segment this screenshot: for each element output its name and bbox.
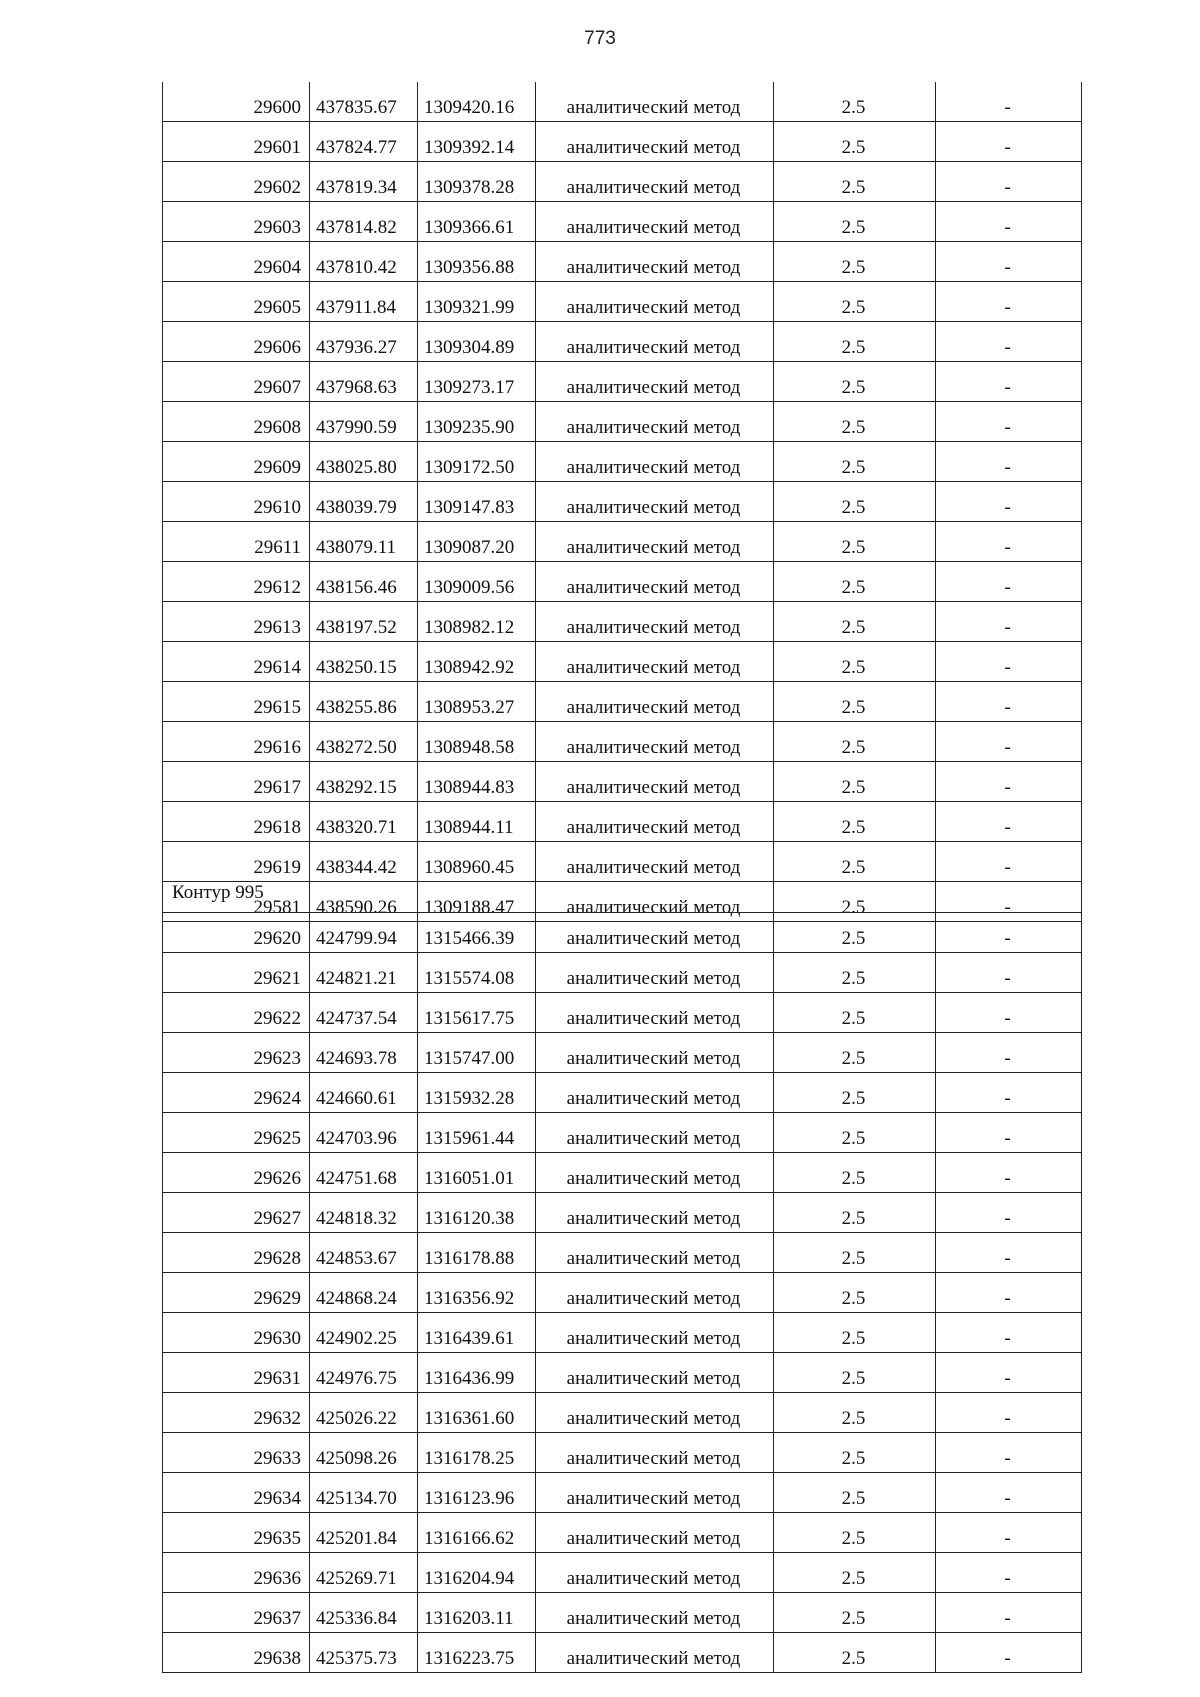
accuracy-cell: 2.5 xyxy=(774,1593,936,1633)
note-cell: - xyxy=(936,913,1082,953)
method-cell: аналитический метод xyxy=(536,1153,774,1193)
table-row xyxy=(163,1593,1082,1633)
x-coordinate-cell: 424976.75 xyxy=(310,1353,418,1393)
accuracy-cell: 2.5 xyxy=(774,642,936,682)
x-coordinate-cell: 437911.84 xyxy=(310,282,418,322)
point-number-cell: 29609 xyxy=(163,442,310,482)
table-row xyxy=(163,842,1082,882)
accuracy-cell: 2.5 xyxy=(774,913,936,953)
note-cell: - xyxy=(936,162,1082,202)
table-row xyxy=(163,913,1082,953)
table-row xyxy=(163,522,1082,562)
note-cell: - xyxy=(936,1233,1082,1273)
y-coordinate-cell: 1309366.61 xyxy=(418,202,536,242)
y-coordinate-cell: 1309321.99 xyxy=(418,282,536,322)
x-coordinate-cell: 438250.15 xyxy=(310,642,418,682)
x-coordinate-cell: 425098.26 xyxy=(310,1433,418,1473)
table-row xyxy=(163,1273,1082,1313)
accuracy-cell: 2.5 xyxy=(774,1353,936,1393)
point-number-cell: 29614 xyxy=(163,642,310,682)
x-coordinate-cell: 438079.11 xyxy=(310,522,418,562)
table-row xyxy=(163,762,1082,802)
table-row xyxy=(163,1433,1082,1473)
method-cell: аналитический метод xyxy=(536,1393,774,1433)
page-number: 773 xyxy=(584,28,616,49)
note-cell: - xyxy=(936,1193,1082,1233)
accuracy-cell: 2.5 xyxy=(774,993,936,1033)
y-coordinate-cell: 1315574.08 xyxy=(418,953,536,993)
y-coordinate-cell: 1309172.50 xyxy=(418,442,536,482)
method-cell: аналитический метод xyxy=(536,953,774,993)
table-row xyxy=(163,242,1082,282)
note-cell: - xyxy=(936,1273,1082,1313)
method-cell: аналитический метод xyxy=(536,362,774,402)
table-row xyxy=(163,162,1082,202)
accuracy-cell: 2.5 xyxy=(774,1393,936,1433)
table-row xyxy=(163,1073,1082,1113)
accuracy-cell: 2.5 xyxy=(774,722,936,762)
point-number-cell: 29630 xyxy=(163,1313,310,1353)
table-row xyxy=(163,1313,1082,1353)
point-number-cell: 29602 xyxy=(163,162,310,202)
point-number-cell: 29601 xyxy=(163,122,310,162)
table-row xyxy=(163,1553,1082,1593)
method-cell: аналитический метод xyxy=(536,1433,774,1473)
y-coordinate-cell: 1316123.96 xyxy=(418,1473,536,1513)
x-coordinate-cell: 424737.54 xyxy=(310,993,418,1033)
note-cell: - xyxy=(936,802,1082,842)
method-cell: аналитический метод xyxy=(536,562,774,602)
y-coordinate-cell: 1309304.89 xyxy=(418,322,536,362)
accuracy-cell: 2.5 xyxy=(774,322,936,362)
accuracy-cell: 2.5 xyxy=(774,1473,936,1513)
x-coordinate-cell: 438590.26 xyxy=(310,882,418,922)
note-cell: - xyxy=(936,1433,1082,1473)
x-coordinate-cell: 425375.73 xyxy=(310,1633,418,1673)
y-coordinate-cell: 1316178.25 xyxy=(418,1433,536,1473)
table-row xyxy=(163,1353,1082,1393)
x-coordinate-cell: 424799.94 xyxy=(310,913,418,953)
point-number-cell: 29634 xyxy=(163,1473,310,1513)
note-cell: - xyxy=(936,642,1082,682)
accuracy-cell: 2.5 xyxy=(774,1433,936,1473)
note-cell: - xyxy=(936,482,1082,522)
y-coordinate-cell: 1316356.92 xyxy=(418,1273,536,1313)
table-row xyxy=(163,1153,1082,1193)
table-row xyxy=(163,1233,1082,1273)
table-row xyxy=(163,1033,1082,1073)
method-cell: аналитический метод xyxy=(536,1033,774,1073)
point-number-cell: 29612 xyxy=(163,562,310,602)
point-number-cell: 29631 xyxy=(163,1353,310,1393)
method-cell: аналитический метод xyxy=(536,1313,774,1353)
accuracy-cell: 2.5 xyxy=(774,482,936,522)
method-cell: аналитический метод xyxy=(536,482,774,522)
note-cell: - xyxy=(936,1073,1082,1113)
table-row xyxy=(163,282,1082,322)
x-coordinate-cell: 424751.68 xyxy=(310,1153,418,1193)
accuracy-cell: 2.5 xyxy=(774,442,936,482)
note-cell: - xyxy=(936,1033,1082,1073)
note-cell: - xyxy=(936,242,1082,282)
point-number-cell: 29637 xyxy=(163,1593,310,1633)
note-cell: - xyxy=(936,1593,1082,1633)
accuracy-cell: 2.5 xyxy=(774,842,936,882)
point-number-cell: 29617 xyxy=(163,762,310,802)
point-number-cell: 29623 xyxy=(163,1033,310,1073)
y-coordinate-cell: 1316203.11 xyxy=(418,1593,536,1633)
point-number-cell: 29626 xyxy=(163,1153,310,1193)
method-cell: аналитический метод xyxy=(536,202,774,242)
note-cell: - xyxy=(936,442,1082,482)
y-coordinate-cell: 1315961.44 xyxy=(418,1113,536,1153)
note-cell: - xyxy=(936,993,1082,1033)
point-number-cell: 29605 xyxy=(163,282,310,322)
y-coordinate-cell: 1309356.88 xyxy=(418,242,536,282)
y-coordinate-cell: 1308942.92 xyxy=(418,642,536,682)
point-number-cell: 29607 xyxy=(163,362,310,402)
x-coordinate-cell: 438255.86 xyxy=(310,682,418,722)
x-coordinate-cell: 438156.46 xyxy=(310,562,418,602)
note-cell: - xyxy=(936,722,1082,762)
note-cell: - xyxy=(936,82,1082,122)
point-number-cell: 29615 xyxy=(163,682,310,722)
accuracy-cell: 2.5 xyxy=(774,242,936,282)
note-cell: - xyxy=(936,1313,1082,1353)
y-coordinate-cell: 1316223.75 xyxy=(418,1633,536,1673)
point-number-cell: 29636 xyxy=(163,1553,310,1593)
table-row xyxy=(163,953,1082,993)
x-coordinate-cell: 438344.42 xyxy=(310,842,418,882)
note-cell: - xyxy=(936,522,1082,562)
table-row xyxy=(163,1633,1082,1673)
y-coordinate-cell: 1308944.83 xyxy=(418,762,536,802)
note-cell: - xyxy=(936,322,1082,362)
point-number-cell: 29627 xyxy=(163,1193,310,1233)
point-number-cell: 29581 xyxy=(163,882,310,922)
point-number-cell: 29620 xyxy=(163,913,310,953)
y-coordinate-cell: 1316439.61 xyxy=(418,1313,536,1353)
x-coordinate-cell: 437824.77 xyxy=(310,122,418,162)
y-coordinate-cell: 1309378.28 xyxy=(418,162,536,202)
accuracy-cell: 2.5 xyxy=(774,1153,936,1193)
method-cell: аналитический метод xyxy=(536,402,774,442)
y-coordinate-cell: 1316361.60 xyxy=(418,1393,536,1433)
y-coordinate-cell: 1309235.90 xyxy=(418,402,536,442)
y-coordinate-cell: 1316178.88 xyxy=(418,1233,536,1273)
point-number-cell: 29604 xyxy=(163,242,310,282)
table-row xyxy=(163,442,1082,482)
accuracy-cell: 2.5 xyxy=(774,802,936,842)
x-coordinate-cell: 437819.34 xyxy=(310,162,418,202)
y-coordinate-cell: 1308982.12 xyxy=(418,602,536,642)
table-row xyxy=(163,122,1082,162)
table-row xyxy=(163,682,1082,722)
table-row xyxy=(163,1513,1082,1553)
table-row xyxy=(163,1193,1082,1233)
accuracy-cell: 2.5 xyxy=(774,602,936,642)
contour-label: Контур 995 xyxy=(172,882,264,903)
accuracy-cell: 2.5 xyxy=(774,762,936,802)
table-row xyxy=(163,802,1082,842)
x-coordinate-cell: 437814.82 xyxy=(310,202,418,242)
accuracy-cell: 2.5 xyxy=(774,1513,936,1553)
x-coordinate-cell: 424868.24 xyxy=(310,1273,418,1313)
x-coordinate-cell: 438320.71 xyxy=(310,802,418,842)
table-row xyxy=(163,1393,1082,1433)
note-cell: - xyxy=(936,1113,1082,1153)
x-coordinate-cell: 425269.71 xyxy=(310,1553,418,1593)
point-number-cell: 29638 xyxy=(163,1633,310,1673)
method-cell: аналитический метод xyxy=(536,1273,774,1313)
accuracy-cell: 2.5 xyxy=(774,682,936,722)
note-cell: - xyxy=(936,1633,1082,1673)
note-cell: - xyxy=(936,602,1082,642)
accuracy-cell: 2.5 xyxy=(774,562,936,602)
y-coordinate-cell: 1316436.99 xyxy=(418,1353,536,1393)
table-row xyxy=(163,82,1082,122)
note-cell: - xyxy=(936,1153,1082,1193)
x-coordinate-cell: 424853.67 xyxy=(310,1233,418,1273)
point-number-cell: 29616 xyxy=(163,722,310,762)
y-coordinate-cell: 1309188.47 xyxy=(418,882,536,922)
accuracy-cell: 2.5 xyxy=(774,522,936,562)
table-row xyxy=(163,562,1082,602)
x-coordinate-cell: 425201.84 xyxy=(310,1513,418,1553)
note-cell: - xyxy=(936,1553,1082,1593)
y-coordinate-cell: 1316166.62 xyxy=(418,1513,536,1553)
method-cell: аналитический метод xyxy=(536,282,774,322)
method-cell: аналитический метод xyxy=(536,1553,774,1593)
point-number-cell: 29608 xyxy=(163,402,310,442)
note-cell: - xyxy=(936,882,1082,922)
accuracy-cell: 2.5 xyxy=(774,162,936,202)
x-coordinate-cell: 438292.15 xyxy=(310,762,418,802)
y-coordinate-cell: 1308960.45 xyxy=(418,842,536,882)
y-coordinate-cell: 1316120.38 xyxy=(418,1193,536,1233)
method-cell: аналитический метод xyxy=(536,1473,774,1513)
method-cell: аналитический метод xyxy=(536,442,774,482)
table-row xyxy=(163,402,1082,442)
x-coordinate-cell: 424660.61 xyxy=(310,1073,418,1113)
note-cell: - xyxy=(936,682,1082,722)
method-cell: аналитический метод xyxy=(536,82,774,122)
accuracy-cell: 2.5 xyxy=(774,202,936,242)
point-number-cell: 29613 xyxy=(163,602,310,642)
point-number-cell: 29625 xyxy=(163,1113,310,1153)
table-row xyxy=(163,722,1082,762)
y-coordinate-cell: 1309087.20 xyxy=(418,522,536,562)
note-cell: - xyxy=(936,1393,1082,1433)
method-cell: аналитический метод xyxy=(536,1593,774,1633)
table-row xyxy=(163,322,1082,362)
table-row xyxy=(163,602,1082,642)
x-coordinate-cell: 424818.32 xyxy=(310,1193,418,1233)
accuracy-cell: 2.5 xyxy=(774,953,936,993)
y-coordinate-cell: 1308944.11 xyxy=(418,802,536,842)
method-cell: аналитический метод xyxy=(536,242,774,282)
y-coordinate-cell: 1309147.83 xyxy=(418,482,536,522)
method-cell: аналитический метод xyxy=(536,1513,774,1553)
method-cell: аналитический метод xyxy=(536,1193,774,1233)
accuracy-cell: 2.5 xyxy=(774,402,936,442)
table-row xyxy=(163,482,1082,522)
method-cell: аналитический метод xyxy=(536,993,774,1033)
coordinates-table-1 xyxy=(162,82,1082,922)
point-number-cell: 29635 xyxy=(163,1513,310,1553)
point-number-cell: 29618 xyxy=(163,802,310,842)
y-coordinate-cell: 1309420.16 xyxy=(418,82,536,122)
y-coordinate-cell: 1315617.75 xyxy=(418,993,536,1033)
method-cell: аналитический метод xyxy=(536,762,774,802)
point-number-cell: 29632 xyxy=(163,1393,310,1433)
note-cell: - xyxy=(936,122,1082,162)
table-row xyxy=(163,993,1082,1033)
accuracy-cell: 2.5 xyxy=(774,882,936,922)
note-cell: - xyxy=(936,1353,1082,1393)
table-row xyxy=(163,202,1082,242)
point-number-cell: 29603 xyxy=(163,202,310,242)
table-row xyxy=(163,362,1082,402)
point-number-cell: 29619 xyxy=(163,842,310,882)
y-coordinate-cell: 1309392.14 xyxy=(418,122,536,162)
method-cell: аналитический метод xyxy=(536,1113,774,1153)
x-coordinate-cell: 437968.63 xyxy=(310,362,418,402)
accuracy-cell: 2.5 xyxy=(774,1193,936,1233)
y-coordinate-cell: 1308948.58 xyxy=(418,722,536,762)
accuracy-cell: 2.5 xyxy=(774,1073,936,1113)
method-cell: аналитический метод xyxy=(536,1353,774,1393)
point-number-cell: 29610 xyxy=(163,482,310,522)
note-cell: - xyxy=(936,282,1082,322)
x-coordinate-cell: 438039.79 xyxy=(310,482,418,522)
note-cell: - xyxy=(936,762,1082,802)
x-coordinate-cell: 425336.84 xyxy=(310,1593,418,1633)
method-cell: аналитический метод xyxy=(536,1233,774,1273)
x-coordinate-cell: 424693.78 xyxy=(310,1033,418,1073)
method-cell: аналитический метод xyxy=(536,722,774,762)
method-cell: аналитический метод xyxy=(536,642,774,682)
method-cell: аналитический метод xyxy=(536,122,774,162)
point-number-cell: 29621 xyxy=(163,953,310,993)
point-number-cell: 29624 xyxy=(163,1073,310,1113)
method-cell: аналитический метод xyxy=(536,682,774,722)
point-number-cell: 29629 xyxy=(163,1273,310,1313)
method-cell: аналитический метод xyxy=(536,1633,774,1673)
method-cell: аналитический метод xyxy=(536,1073,774,1113)
table-row xyxy=(163,1113,1082,1153)
note-cell: - xyxy=(936,562,1082,602)
note-cell: - xyxy=(936,362,1082,402)
method-cell: аналитический метод xyxy=(536,882,774,922)
method-cell: аналитический метод xyxy=(536,162,774,202)
method-cell: аналитический метод xyxy=(536,522,774,562)
accuracy-cell: 2.5 xyxy=(774,1553,936,1593)
method-cell: аналитический метод xyxy=(536,322,774,362)
y-coordinate-cell: 1309009.56 xyxy=(418,562,536,602)
note-cell: - xyxy=(936,953,1082,993)
x-coordinate-cell: 425134.70 xyxy=(310,1473,418,1513)
point-number-cell: 29628 xyxy=(163,1233,310,1273)
accuracy-cell: 2.5 xyxy=(774,282,936,322)
point-number-cell: 29611 xyxy=(163,522,310,562)
coordinates-table-2 xyxy=(162,912,1082,1673)
method-cell: аналитический метод xyxy=(536,802,774,842)
point-number-cell: 29600 xyxy=(163,82,310,122)
method-cell: аналитический метод xyxy=(536,842,774,882)
y-coordinate-cell: 1316051.01 xyxy=(418,1153,536,1193)
x-coordinate-cell: 437936.27 xyxy=(310,322,418,362)
accuracy-cell: 2.5 xyxy=(774,122,936,162)
x-coordinate-cell: 438197.52 xyxy=(310,602,418,642)
accuracy-cell: 2.5 xyxy=(774,362,936,402)
y-coordinate-cell: 1315747.00 xyxy=(418,1033,536,1073)
table-row xyxy=(163,642,1082,682)
note-cell: - xyxy=(936,202,1082,242)
accuracy-cell: 2.5 xyxy=(774,1273,936,1313)
x-coordinate-cell: 424902.25 xyxy=(310,1313,418,1353)
y-coordinate-cell: 1315932.28 xyxy=(418,1073,536,1113)
method-cell: аналитический метод xyxy=(536,602,774,642)
x-coordinate-cell: 437810.42 xyxy=(310,242,418,282)
point-number-cell: 29622 xyxy=(163,993,310,1033)
table-row xyxy=(163,1473,1082,1513)
x-coordinate-cell: 424821.21 xyxy=(310,953,418,993)
x-coordinate-cell: 437835.67 xyxy=(310,82,418,122)
x-coordinate-cell: 437990.59 xyxy=(310,402,418,442)
accuracy-cell: 2.5 xyxy=(774,1233,936,1273)
y-coordinate-cell: 1308953.27 xyxy=(418,682,536,722)
note-cell: - xyxy=(936,402,1082,442)
y-coordinate-cell: 1315466.39 xyxy=(418,913,536,953)
x-coordinate-cell: 424703.96 xyxy=(310,1113,418,1153)
accuracy-cell: 2.5 xyxy=(774,1313,936,1353)
x-coordinate-cell: 425026.22 xyxy=(310,1393,418,1433)
note-cell: - xyxy=(936,1513,1082,1553)
point-number-cell: 29633 xyxy=(163,1433,310,1473)
note-cell: - xyxy=(936,842,1082,882)
point-number-cell: 29606 xyxy=(163,322,310,362)
accuracy-cell: 2.5 xyxy=(774,82,936,122)
x-coordinate-cell: 438025.80 xyxy=(310,442,418,482)
note-cell: - xyxy=(936,1473,1082,1513)
accuracy-cell: 2.5 xyxy=(774,1633,936,1673)
y-coordinate-cell: 1309273.17 xyxy=(418,362,536,402)
y-coordinate-cell: 1316204.94 xyxy=(418,1553,536,1593)
accuracy-cell: 2.5 xyxy=(774,1113,936,1153)
method-cell: аналитический метод xyxy=(536,913,774,953)
x-coordinate-cell: 438272.50 xyxy=(310,722,418,762)
accuracy-cell: 2.5 xyxy=(774,1033,936,1073)
